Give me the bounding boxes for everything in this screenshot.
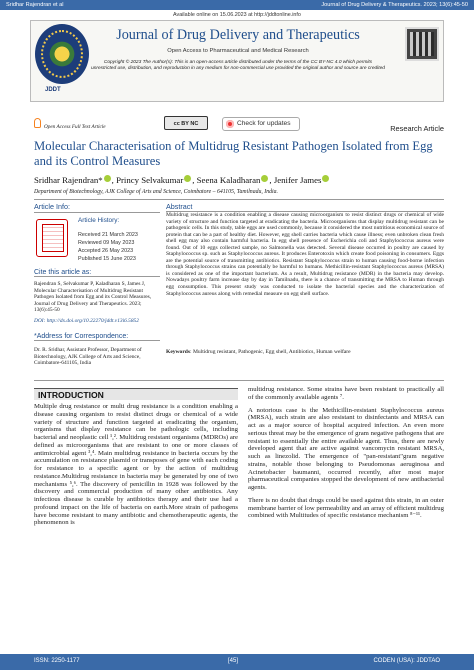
history-published: Published 15 June 2023: [78, 256, 136, 262]
author-list: Sridhar Rajendran* , Princy Selvakumar , Seena Kaladharan , Jenifer James: [34, 175, 330, 185]
divider: [34, 199, 444, 200]
keywords: [166, 349, 444, 355]
article-type: Research Article: [390, 124, 444, 133]
access-row: [34, 114, 444, 136]
running-head: [0, 0, 474, 10]
history-received: Received 21 March 2023: [78, 232, 138, 238]
author-name[interactable]: Jenifer James: [273, 175, 322, 185]
article-info-heading: Article Info:: [34, 202, 160, 213]
section-heading-introduction: INTRODUCTION: [34, 388, 238, 400]
orcid-icon[interactable]: [104, 175, 111, 182]
orcid-icon[interactable]: [261, 175, 268, 182]
page-number: [45]: [228, 658, 239, 664]
keywords-list: : Multidrug resistant, Pathogenic, Egg shell, Antibiotics, Human welfare: [190, 349, 351, 355]
cite-heading: Cite this article as:: [34, 269, 160, 277]
running-head-journal: Journal of Drug Delivery & Therapeutics. 2023; 13(6):45-50: [321, 2, 468, 8]
history-accepted: Accepted 26 May 2023: [78, 248, 134, 254]
journal-subtitle: Open Access to Pharmaceutical and Medical Research: [167, 48, 309, 54]
journal-header: [30, 20, 444, 102]
correspondence-heading: *Address for Correspondence:: [34, 333, 160, 341]
journal-logo-icon: [35, 24, 89, 84]
paragraph: There is no doubt that drugs could be used against this strain, in an outer membrane barrier of low permeability and an array of efficient multidrug combined with Multitudes of specific resistance mechanism ⁸⁻¹¹.: [248, 496, 444, 520]
journal-title: Journal of Drug Delivery and Therapeutics: [116, 27, 360, 43]
author-name[interactable]: Princy Selvakumar: [116, 175, 184, 185]
document-icon: [36, 219, 68, 257]
open-access-text: Open Access Full Text Article: [44, 124, 106, 130]
article-title: Molecular Characterisation of Multidrug Resistant Pathogen Isolated from Egg and its Control Measures: [34, 139, 433, 168]
copyright-notice: Copyright © 2023 The Author(s): This is an open-access article distributed under the terms of the CC BY-NC 4.0 which permits unrestricted use, distribution, and reproduction in any medium for non-commercial use provided the original author and source are credited: [91, 60, 385, 71]
page-footer: [0, 654, 474, 670]
intro-column-left: Multiple drug resistance or multi drug resistance is a condition enabling a disease causing organism to resist distinct drugs or chemical of a wide variety of structure and function targeted at eradicating the organism, organisms that display resistance can be pathologic cells, including bacterial and neoplastic cell ¹,². Multidrug resistant organisms (MDROs) are defined as microorganisms that are resistant to one or more classes of antimicrobial agent ³,⁴. Main multidrug resistance in bacteria occurs by the accumulation on resistance plasmid or transposes of gene with each coding for resistance to a specific agent or by the action of multidrug resistance.Multidrug resistance in bacteria may be generated by one of two mechanisms ⁵,⁶. The discovery of penicillin in 1928 was followed by the discovery and commercial production of many other antibiotics. Any infectious disease is curable by antibiotics therapy and their use had a profound impact on the life of bacteria on earth.More strain of pathogens have become resistant to many antibiotic and chemotherapeutic agents, the phenomenon is: [34, 403, 238, 527]
availability-line: Available online on 15.06.2023 at http://jddtonline.info: [173, 12, 301, 18]
affiliation: Department of Biotechnology, AJK College of Arts and Science, Coimbatore – 641105, Tamilnadu, India.: [34, 189, 278, 195]
orcid-icon[interactable]: [322, 175, 329, 182]
article-info-panel: [34, 202, 160, 271]
keywords-label: Keywords: [166, 349, 191, 355]
orcid-icon[interactable]: [184, 175, 191, 182]
abstract-heading: Abstract: [166, 202, 444, 212]
running-head-authors: Sridhar Rajendran et al: [6, 2, 64, 8]
check-for-updates-button[interactable]: Check for updates: [222, 117, 300, 131]
intro-column-right: [248, 386, 444, 525]
issn: ISSN: 2250-1177: [34, 658, 80, 664]
history-reviewed: Reviewed 09 May 2023: [78, 240, 135, 246]
paragraph: A notorious case is the Methicillin-resistant Staphylococcus aureus (MRSA), such strain are also resistant to disinfectants and MRSA can act as a major source of hospital acquired infection. An even more serious threat may be the emergence of gram negative pathogens that are resistant to essentially the entire available agent. Thus, there are newly developed agent that are active against vancomycin resistant MRSA, such as linezolid. The emergence of "pan-resistant"gram negative strains, notable those belonging to Pseudomonas aeruginosa and Acinetobacter baumanni, occurred recently, after most major pharmaceutical companies stopped the development of new antibacterial agents.: [248, 406, 444, 491]
divider: [34, 380, 444, 381]
history-title: Article History:: [78, 217, 120, 224]
citation-text: Rajendran S, Selvakumar P, Kaladharan S, James J, Molecular Characterisation of Multidrug Resistant Pathogen Isolated from Egg and its Control Measures, Journal of Drug Delivery and Therapeutics. 2023; 13(6):45-50: [34, 281, 152, 314]
author-name[interactable]: Seena Kaladharan: [196, 175, 261, 185]
article-history: [34, 215, 160, 271]
doi-link[interactable]: DOI: http://dx.doi.org/10.22270/jddt.v13i6.5852: [34, 318, 139, 324]
author-name[interactable]: Sridhar Rajendran*: [34, 175, 103, 185]
open-access-icon: [34, 118, 41, 128]
paragraph: multidrug resistance. Some strains have been resistant to practically all of the commonly available agents ⁷.: [248, 386, 444, 401]
qr-code-icon: [405, 27, 439, 61]
abstract-text: Multidrug resistance is a condition enabling a disease causing microorganism to resist distinct drugs or chemical of wide variety of structure and function targeted at eradicating the bacteria. Microorganisms that display multidrug resistant can be pathogenic cells. In this study, table eggs are used commonly, because it considered the most nutritious economical source of protein that can be a part of healthy diet. However, egg shell carries bacteria which cause illness; even unbroken clean fresh shell egg may also contain harmful bacteria. In egg shell presence of Escherichia coli and Staphylococcus aureus were found. Out of 10 eggs collected sample, no Salmonella was detected. Several disease occurred in poultry are caused by Staphylococcus sp. such as Staphylococcus aureus. It produces Enterotoxin which create food poisoning in consumers. Eggs are the potential source of transmitting antibiotics. Resistant Staphylococcus strain to human causing food-borne infection through Staphylococcus strains can potentially be harmful to humans. Methicillin-resistant Staphylococcus aureus (MRSA) is considered as one of the important bacterium. As a result, Multidrug resistance (MDR) in the bacteria may develop. Nowadays poultry farm increase day by day in Tamilnadu, there is a chance of transmitting the MRSA to Human through egg consumption. This present study was conducted to isolate the bacterial species and the characterization of Staphylococcus aureus along with remedial measure on egg shell surface.: [166, 212, 444, 297]
coden: CODEN (USA): JDDTAO: [373, 658, 440, 664]
correspondence-text: Dr. R. Sridhar, Assistant Professor, Department of Biotechnology, AJK College of Arts and Science, Coimbatore-641105, India: [34, 347, 142, 367]
cc-license-badge[interactable]: cc BY NC: [164, 116, 208, 130]
journal-logo-text: JDDT: [45, 87, 61, 93]
